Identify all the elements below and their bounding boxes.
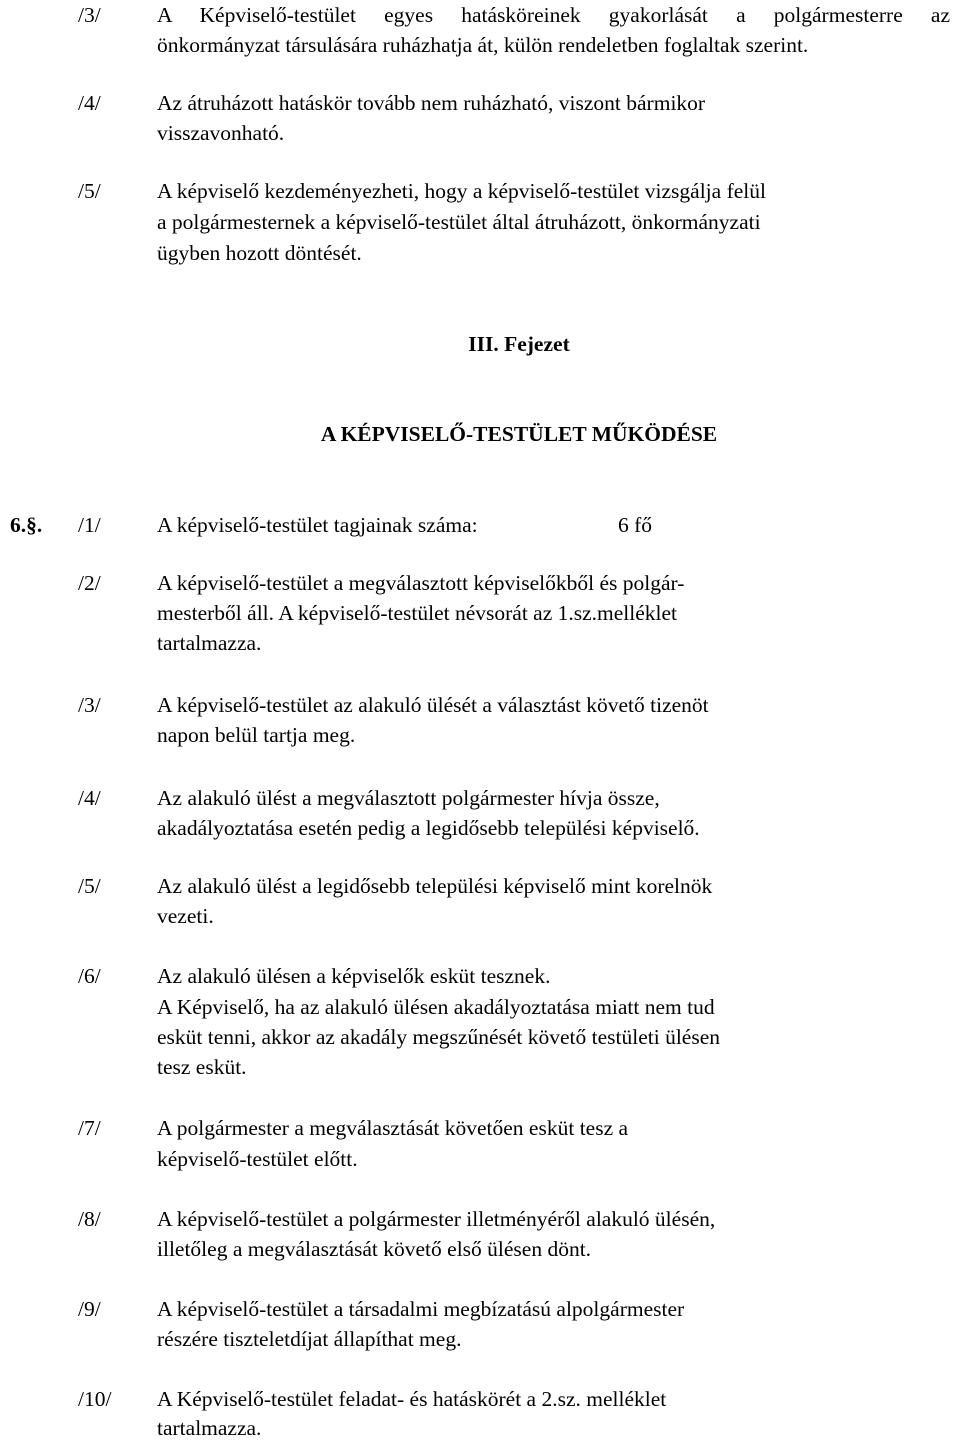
paragraph-line: tesz esküt.: [157, 1055, 247, 1079]
paragraph-number: /2/: [78, 571, 101, 595]
paragraph-line: a polgármesternek a képviselő-testület által átruházott, önkormányzati: [157, 210, 761, 234]
paragraph-number: /4/: [78, 786, 101, 810]
paragraph-line: A képviselő-testület a társadalmi megbízatású alpolgármester: [157, 1297, 685, 1321]
paragraph-line: A képviselő kezdeményezheti, hogy a képviselő-testület vizsgálja felül: [157, 179, 766, 203]
paragraph-number: /5/: [78, 179, 101, 203]
paragraph-line: visszavonható.: [157, 121, 285, 145]
paragraph-number: /1/: [78, 513, 101, 537]
paragraph-line: képviselő-testület előtt.: [157, 1147, 358, 1171]
section-label: 6.§.: [10, 513, 43, 537]
paragraph-line: vezeti.: [157, 904, 214, 928]
paragraph-line: Az alakuló ülésen a képviselők esküt tesznek.: [157, 964, 551, 988]
paragraph-line: A Képviselő, ha az alakuló ülésen akadályoztatása miatt nem tud: [157, 995, 715, 1019]
paragraph-line: akadályoztatása esetén pedig a legidősebb települési képviselő.: [157, 816, 700, 840]
paragraph-line: tartalmazza.: [157, 1416, 262, 1440]
paragraph-line: A polgármester a megválasztását követően esküt tesz a: [157, 1116, 629, 1140]
paragraph-line: A képviselő-testület a megválasztott képviselőkből és polgár-: [157, 571, 685, 595]
paragraph-line: részére tiszteletdíjat állapíthat meg.: [157, 1327, 462, 1351]
paragraph-line: ügyben hozott döntését.: [157, 241, 362, 265]
paragraph-line: mesterből áll. A képviselő-testület névsorát az 1.sz.melléklet: [157, 601, 678, 625]
paragraph-number: /3/: [78, 693, 101, 717]
paragraph-number: /8/: [78, 1207, 101, 1231]
paragraph-line: A képviselő-testület a polgármester illetményéről alakuló ülésén,: [157, 1207, 716, 1231]
paragraph-number: /7/: [78, 1116, 101, 1140]
paragraph-number: /9/: [78, 1297, 101, 1321]
paragraph-number: /4/: [78, 91, 101, 115]
paragraph-line: A Képviselő-testület egyes hatásköreinek gyakorlását a polgármesterre az: [157, 3, 950, 27]
paragraph-line: A képviselő-testület tagjainak száma:: [157, 513, 478, 537]
paragraph-line: Az alakuló ülést a megválasztott polgármester hívja össze,: [157, 786, 660, 810]
paragraph-line: A képviselő-testület az alakuló ülését a választást követő tizenöt: [157, 693, 709, 717]
paragraph-line: esküt tenni, akkor az akadály megszűnését követő testületi ülésen: [157, 1025, 720, 1049]
member-count-value: 6 fő: [618, 513, 653, 537]
paragraph-number: /10/: [78, 1387, 112, 1411]
paragraph-line: napon belül tartja meg.: [157, 723, 356, 747]
paragraph-line: tartalmazza.: [157, 631, 262, 655]
paragraph-line: Az átruházott hatáskör tovább nem ruházható, viszont bármikor: [157, 91, 706, 115]
paragraph-line: önkormányzat társulására ruházhatja át, külön rendeletben foglaltak szerint.: [157, 33, 809, 57]
paragraph-number: /5/: [78, 874, 101, 898]
paragraph-number: /3/: [78, 3, 101, 27]
paragraph-line: A Képviselő-testület feladat- és hatáskörét a 2.sz. melléklet: [157, 1387, 667, 1411]
paragraph-number: /6/: [78, 964, 101, 988]
chapter-number: III. Fejezet: [468, 332, 570, 356]
chapter-title: A KÉPVISELŐ-TESTÜLET MŰKÖDÉSE: [320, 422, 718, 446]
paragraph-line: illetőleg a megválasztását követő első ülésen dönt.: [157, 1237, 592, 1261]
paragraph-line: Az alakuló ülést a legidősebb települési képviselő mint korelnök: [157, 874, 713, 898]
